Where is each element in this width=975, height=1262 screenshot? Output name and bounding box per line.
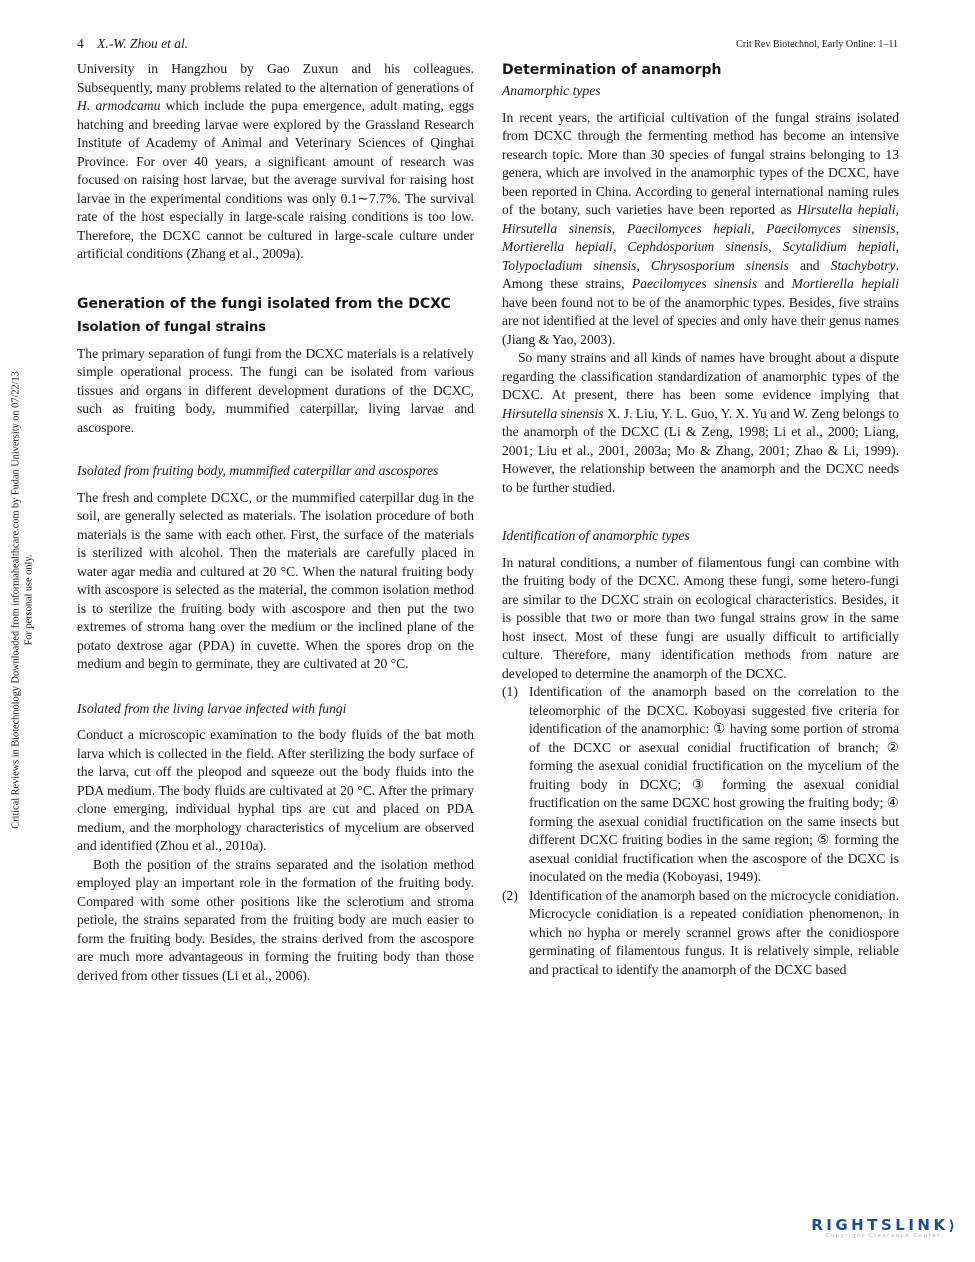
dispute-paragraph: So many strains and all kinds of names have brought about a dispute regarding the classification standardization of anamorphic types of the DCXC. At present, there has been some evidence implying that Hirsutella sinensis X. J. Liu, Y. L. Guo, Y. X. Yu and W. Zeng belongs to the anamorph of the DCXC (Li & Zeng, 1998; Li et al., 2000; Liang, 2001; Liu et al., 2001, 2003a; Mo & Zhang, 2001; Zhao & Li, 1999). However, the relationship between the anamorph and the DCXC needs to be further studied.	[502, 350, 899, 495]
rightslink-tagline: Copyright Clearance Center	[825, 1233, 941, 1239]
anamorphic-types-paragraph: In recent years, the artificial cultivation of the fungal strains isolated from DCXC through the fermenting method has become an intensive research topic. More than 30 species of fungal strains belonging to 13 genera, which are involved in the anamorphic types of the DCXC, have been reported in China. According to general international naming rules of the botany, such varieties have been reported as Hirsutella hepiali, Hirsutella sinensis, Paecilomyces hepiali, Paecilomyces sinensis, Mortierella hepiali, Cephdosporium sinensis, Scytalidium hepiali, Tolypocladium sinensis, Chrysosporium sinensis and Stachybotry. Among these strains, Paecilomyces sinensis and Mortierella hepiali have been found not to be of the anamorphic types. Besides, five strains are not identified at the level of species and only have their genus names (Jiang & Yao, 2003).	[502, 109, 899, 347]
list-item-text: Identification of the anamorph based on the microcycle conidiation. Microcycle conidiation is a repeated conidiation phenomenon, in which no hypha or merely scrannel grows after the conidiospore germinating of filamentous fungus. It is relatively simple, reliable and practical to identify the anamorph of the DCXC based	[529, 887, 899, 977]
running-header-left	[77, 36, 188, 52]
right-column	[502, 60, 899, 979]
list-item-number: (1)	[502, 684, 518, 699]
download-watermark	[0, 0, 46, 1262]
subsection-heading-anamorphic-types: Anamorphic types	[502, 83, 601, 98]
position-method-paragraph: Both the position of the strains separated and the isolation method employed play an important role in the formation of the fruiting body. Compared with some other positions like the sclerotium and stroma petiole, the strains separated from the fruiting body are much easier to form the fruiting body. Besides, the strains derived from the ascospore are much more advantageous in forming the fruiting body than those derived from other tissues (Li et al., 2006).	[77, 856, 474, 983]
list-item-number: (2)	[502, 887, 518, 903]
identification-list	[502, 683, 899, 979]
watermark-line-1: Critical Reviews in Biotechnology Downloaded from informahealthcare.com by Fudan University on 07/22/13	[10, 371, 22, 829]
chevron-right-icon: ⟩	[948, 1218, 955, 1234]
watermark-line-2: For personal use only.	[23, 554, 34, 646]
identification-paragraph: In natural conditions, a number of filamentous fungi can combine with the fruiting body of the DCXC. Among these fungi, some hetero-fungi are similar to the DCXC strain on ecological characteristics. Besides, it is possible that two or more than two fungal strains grow in the same host insect. Most of these fungi are usually difficult to artificially culture. Therefore, many identification methods from nature are developed to determine the anamorph of the DCXC.	[502, 554, 899, 681]
section-heading-generation: Generation of the fungi isolated from the DCXC	[77, 295, 451, 312]
subsection-heading-isolation: Isolation of fungal strains	[77, 319, 267, 335]
isolation-paragraph: The primary separation of fungi from the DCXC materials is a relatively simple operational process. The fungi can be isolated from various tissues and organs in different development durations of the DCXC, such as fruiting body, mummified caterpillar, living larvae and ascospore.	[77, 345, 474, 435]
fruiting-body-paragraph: The fresh and complete DCXC, or the mummified caterpillar dug in the soil, are generally selected as materials. The isolation procedure of both materials is the same with each other. First, the surface of the materials is sterilized with alcohol. Then the materials are carefully placed in water agar media and cultured at 20 °C. When the natural fruiting body with ascospore is selected as the material, the common isolation method is to sterilize the fruiting body with ascospore and then put the two extremes of stroma hang over the medium or the inclined plane of the potato dextrose agar (PDA) in cuvette. When the spores drop on the medium and begin to germinate, they are cultivated at 20 °C.	[77, 489, 474, 671]
section-heading-anamorph: Determination of anamorph	[502, 62, 722, 78]
left-column	[77, 60, 474, 985]
living-larvae-paragraph: Conduct a microscopic examination to the body fluids of the bat moth larva which is collected in the field. After sterilizing the body surface of the larva, cut off the pleopod and squeeze out the body fluids into the PDA medium. The body fluids are cultivated at 20 °C. After the primary clone emerging, individual hyphal tips are cut and placed on PDA medium, and the morphology characteristics of mycelium are observed and identified (Zhou et al., 2010a).	[77, 727, 474, 853]
subsection-heading-identification: Identification of anamorphic types	[502, 528, 690, 543]
rightslink-wordmark: RIGHTSLINK	[811, 1216, 949, 1234]
list-item	[502, 887, 899, 980]
subsub-heading-fruiting-body: Isolated from fruiting body, mummified caterpillar and ascospores	[77, 463, 439, 478]
list-item	[502, 683, 899, 887]
running-authors: X.-W. Zhou et al.	[97, 36, 189, 51]
list-item-text: Identification of the anamorph based on the correlation to the teleomorphic of the DCXC. Koboyasi suggested five criteria for identification of the anamorphic: ① having some portion of stroma of the DCXC or asexual conidial fructification of branch; ② forming the asexual conidial fructification on the mycelium of the fruiting body in DCXC; ③ forming the asexual conidial fructification on the same DCXC host growing the fruiting body; ④ forming the asexual conidial fructification on the same insects but different DCXC fruiting bodies in the same region; ⑤ forming the asexual conidial fructification when the ascospore of the DCXC is inoculated on the media (Koboyasi, 1949).	[529, 684, 899, 884]
intro-paragraph: University in Hangzhou by Gao Zuxun and his colleagues. Subsequently, many problems related to the alternation of generations of H. armodcamu which include the pupa emergence, adult mating, eggs hatching and breeding larvae were explored by the Grassland Research Institute of Academy of Animal and Veterinary Sciences of Qinghai Province. For over 40 years, a significant amount of research was focused on raising host larvae, but the average survival for raising host larvae in the experimental conditions was only 0.1∼7.7%. The survival rate of the host especially in large-scale raising conditions is too low. Therefore, the DCXC cannot be cultured in large-scale culture under artificial conditions (Zhang et al., 2009a).	[77, 61, 475, 261]
journal-citation: Crit Rev Biotechnol, Early Online: 1–11	[736, 39, 898, 50]
page-number: 4	[77, 36, 84, 51]
subsub-heading-living-larvae: Isolated from the living larvae infected with fungi	[77, 700, 347, 716]
rightslink-logo[interactable]	[811, 1216, 955, 1239]
